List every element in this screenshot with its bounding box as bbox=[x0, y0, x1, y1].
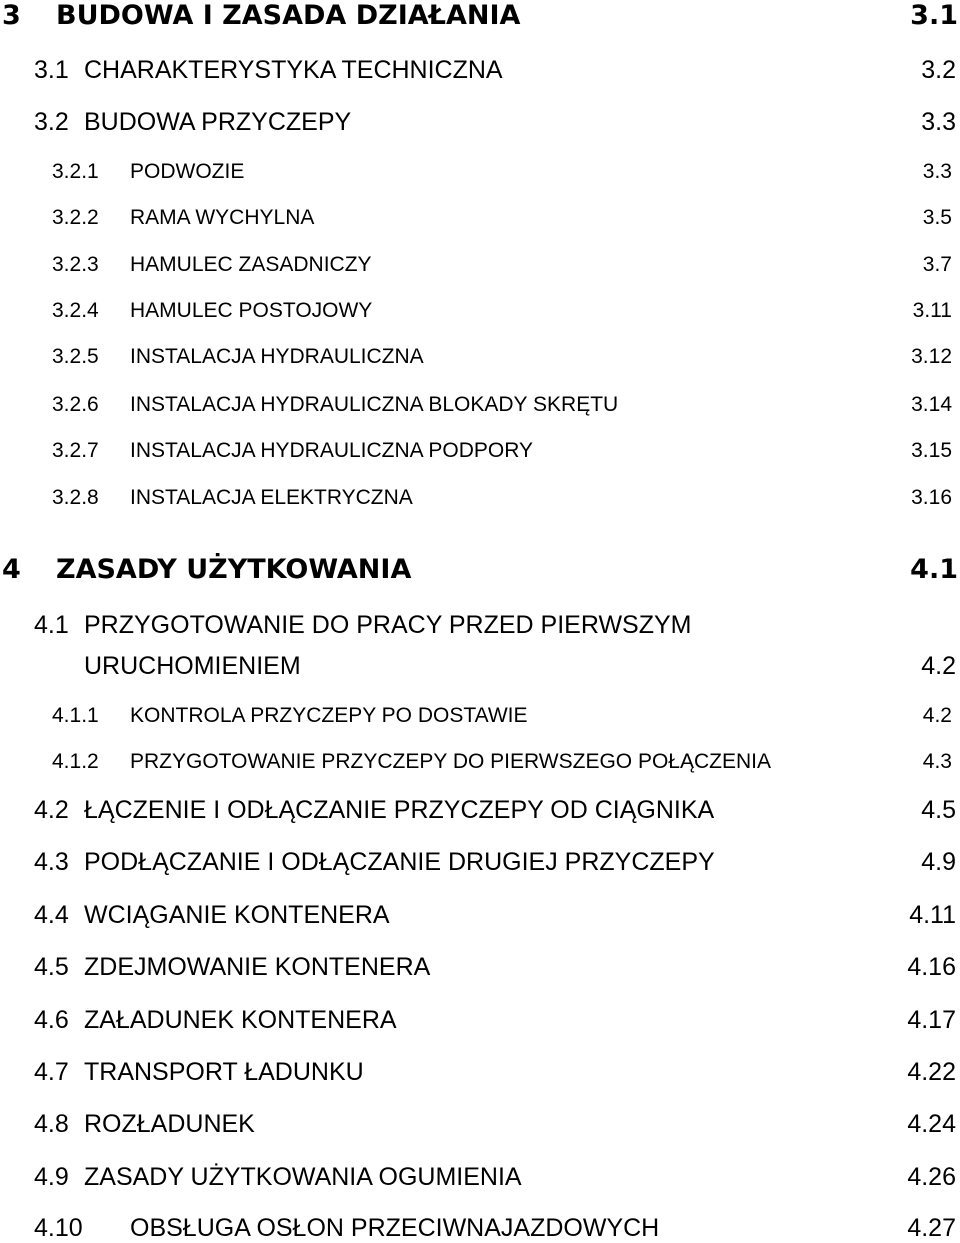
toc-page: 3.3 bbox=[921, 108, 956, 136]
toc-page: 3.3 bbox=[922, 160, 952, 183]
toc-page: 4.2 bbox=[922, 704, 952, 727]
toc-number: 4.3 bbox=[34, 848, 69, 876]
toc-title: TRANSPORT ŁADUNKU bbox=[84, 1058, 364, 1086]
toc-title: HAMULEC ZASADNICZY bbox=[130, 253, 372, 276]
toc-page: 4.2 bbox=[921, 652, 956, 680]
toc-title: KONTROLA PRZYCZEPY PO DOSTAWIE bbox=[130, 704, 528, 727]
toc-title: INSTALACJA HYDRAULICZNA PODPORY bbox=[130, 439, 533, 462]
toc-title: ZASADY UŻYTKOWANIA OGUMIENIA bbox=[84, 1163, 522, 1191]
toc-title: HAMULEC POSTOJOWY bbox=[130, 299, 373, 322]
toc-number: 4.9 bbox=[34, 1163, 69, 1191]
toc-page: 4.22 bbox=[907, 1058, 956, 1086]
toc-page: 4.24 bbox=[907, 1110, 956, 1138]
toc-page: 4.9 bbox=[921, 848, 956, 876]
toc-title: WCIĄGANIE KONTENERA bbox=[84, 901, 390, 929]
toc-page: 4.11 bbox=[909, 901, 956, 929]
toc-number: 3.2.4 bbox=[52, 299, 99, 322]
toc-number: 4.10 bbox=[34, 1214, 83, 1242]
toc-number: 3.2.5 bbox=[52, 345, 99, 368]
toc-number: 4.2 bbox=[34, 796, 69, 824]
toc-number: 3.2.8 bbox=[52, 486, 99, 509]
toc-number: 3.1 bbox=[34, 56, 69, 84]
toc-title: CHARAKTERYSTYKA TECHNICZNA bbox=[84, 56, 503, 84]
toc-title: ŁĄCZENIE I ODŁĄCZANIE PRZYCZEPY OD CIĄGNIKA bbox=[84, 796, 715, 824]
toc-page: 3.12 bbox=[911, 345, 952, 368]
toc-page: 3.15 bbox=[911, 439, 952, 462]
toc-title-line-1: PRZYGOTOWANIE DO PRACY PRZED PIERWSZYM bbox=[84, 611, 692, 639]
toc-title: INSTALACJA ELEKTRYCZNA bbox=[130, 486, 413, 509]
toc-title: ZASADY UŻYTKOWANIA bbox=[56, 554, 412, 585]
toc-number: 4.1 bbox=[34, 611, 69, 639]
toc-page: 3.2 bbox=[921, 56, 956, 84]
toc-number: 3 bbox=[2, 0, 21, 31]
toc-title: PODŁĄCZANIE I ODŁĄCZANIE DRUGIEJ PRZYCZEPY bbox=[84, 848, 715, 876]
toc-number: 3.2.1 bbox=[52, 160, 99, 183]
toc-number: 4.1.2 bbox=[52, 750, 99, 773]
toc-page: 3.11 bbox=[912, 299, 952, 322]
toc-page: 4.1 bbox=[910, 554, 958, 585]
toc-number: 4.5 bbox=[34, 953, 69, 981]
toc-number: 4.7 bbox=[34, 1058, 69, 1086]
toc-title: PODWOZIE bbox=[130, 160, 245, 183]
toc-title: ZAŁADUNEK KONTENERA bbox=[84, 1006, 397, 1034]
toc-page: 3.7 bbox=[922, 253, 952, 276]
toc-title: ROZŁADUNEK bbox=[84, 1110, 255, 1138]
toc-number: 4.4 bbox=[34, 901, 69, 929]
toc-number: 3.2.6 bbox=[52, 393, 99, 416]
toc-page: 4.5 bbox=[921, 796, 956, 824]
toc-title-line-2: URUCHOMIENIEM bbox=[84, 652, 301, 680]
toc-number: 3.2.3 bbox=[52, 253, 99, 276]
toc-number: 4.6 bbox=[34, 1006, 69, 1034]
toc-title: ZDEJMOWANIE KONTENERA bbox=[84, 953, 431, 981]
toc-title: PRZYGOTOWANIE PRZYCZEPY DO PIERWSZEGO POŁĄCZENIA bbox=[130, 750, 771, 773]
toc-title: OBSŁUGA OSŁON PRZECIWNAJAZDOWYCH bbox=[130, 1214, 660, 1242]
toc-page: 4.17 bbox=[907, 1006, 956, 1034]
toc-page: 3.16 bbox=[911, 486, 952, 509]
toc-page: 3.14 bbox=[911, 393, 952, 416]
toc-page: 3.1 bbox=[910, 0, 958, 31]
toc-title: BUDOWA PRZYCZEPY bbox=[84, 108, 352, 136]
toc-number: 3.2 bbox=[34, 108, 69, 136]
toc-title: BUDOWA I ZASADA DZIAŁANIA bbox=[56, 0, 521, 31]
toc-title: INSTALACJA HYDRAULICZNA BLOKADY SKRĘTU bbox=[130, 393, 619, 416]
toc-number: 3.2.7 bbox=[52, 439, 99, 462]
toc-number: 4.8 bbox=[34, 1110, 69, 1138]
toc-number: 3.2.2 bbox=[52, 206, 99, 229]
toc-page: 4.3 bbox=[922, 750, 952, 773]
toc-title: INSTALACJA HYDRAULICZNA bbox=[130, 345, 424, 368]
toc-page: 4.26 bbox=[907, 1163, 956, 1191]
toc-number: 4 bbox=[2, 554, 21, 585]
toc-page: 3.5 bbox=[922, 206, 952, 229]
toc-page: 4.27 bbox=[907, 1214, 956, 1242]
toc-title: RAMA WYCHYLNA bbox=[130, 206, 315, 229]
toc-page: 4.16 bbox=[907, 953, 956, 981]
toc-number: 4.1.1 bbox=[52, 704, 99, 727]
